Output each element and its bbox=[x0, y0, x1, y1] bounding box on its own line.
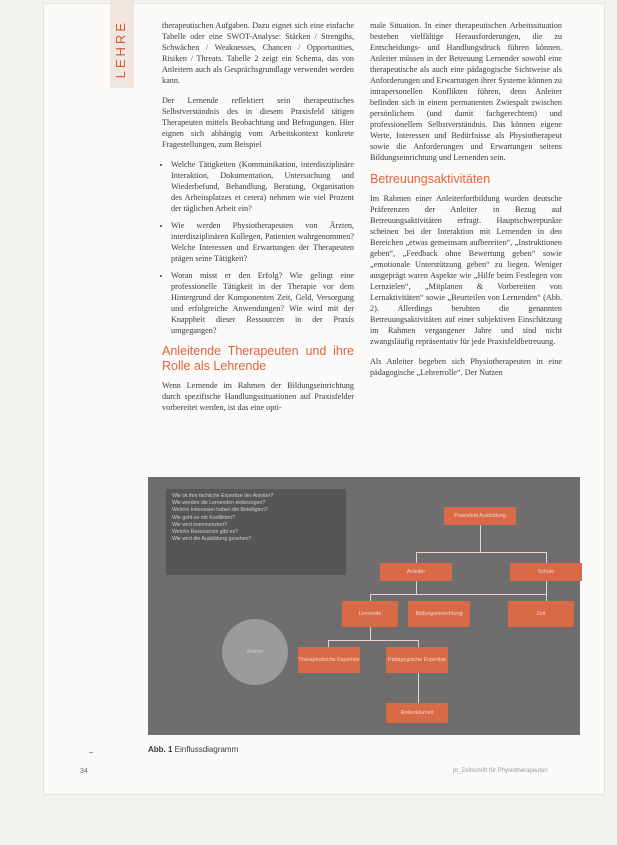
box-lernende: Lernende bbox=[342, 601, 398, 627]
box-schule: Schule bbox=[510, 563, 582, 581]
figure-question: Wie wird kommuniziert? bbox=[172, 521, 228, 528]
question-item: • Wie werden Physiotherapeuten von Ärzten, interdisziplinären Kollegen, Patienten wahrgenommen? Welche Interessen und Erwartungen der Therapeuten prägen seine Tätigkeit? bbox=[171, 220, 354, 264]
right-para3: Als Anleiter begeben sich Physiotherapeuten in eine pädagogische „Lehrerrolle“. Der Nutzen bbox=[370, 357, 562, 377]
section-label: LEHRE bbox=[113, 20, 128, 79]
left-para2: Der Lernende reflektiert sein therapeutisches Selbstverständnis des in diesem Praxisfeld tätigen Therapeuten mittels Beobachtung und Befragungen. Hier eignen sich abhängig vom Arbeitskontext konkrete Fragestellungen, zum Beispiel bbox=[162, 96, 354, 149]
left-intro: therapeutischen Aufgaben. Dazu eignet sich eine einfache Tabelle oder eine SWOT-Analyse: Stärken / Strengths, Schwächen / Weaknesses, Chancen / Opportunities, Risiken / Threats. Tabelle 2 zeigt ein Schema, das von Anleitern auch als Gesprächsgrundlage verwendet werden kann. bbox=[162, 21, 354, 85]
influence-diagram bbox=[148, 477, 580, 735]
section-heading-betreuung: Betreuungsaktivitäten bbox=[370, 172, 491, 186]
question-list bbox=[162, 159, 354, 336]
figure-question: Wie wird die Ausbildung gesehen? bbox=[172, 536, 252, 543]
right-para1: male Situation. In einer therapeutischen Arbeitssituation bestehen vielfältige Herausforderungen, die zu Entscheidungs- und Handlungsdruck führen können. Anleiter müssen in der Betreuung Lernender sowohl eine therapeutische als auch eine pädagogische Sichtweise als Anforderungen und Erwartungen ihrer Systeme können zu intrapersonellen Konflikten führen, denn Anleiter befinden sich in einem permanenten Zwiespalt zwischen persönlichem (und damit fachgerechtem) und professionellem Selbstverständnis. Das können eigene Werte, Interessen und Bedürfnisse als Physiotherapeut sowie die Anforderungen und Erwartungen seitens Bildungseinrichtung und Lernenden sein. bbox=[370, 21, 562, 162]
figure-circle: Anleiter bbox=[222, 619, 288, 685]
box-paedagogisch: Pädagogische Expertise bbox=[386, 647, 448, 673]
box-therapeutisch: Therapeutische Expertise bbox=[298, 647, 360, 673]
figure-question: Wie geht es mit Konflikten? bbox=[172, 514, 235, 521]
divider bbox=[89, 752, 93, 753]
section-heading-anleitende: Anleitende Therapeuten und ihre Rolle als Lehrende bbox=[162, 344, 354, 373]
figure-question: Wie ist ihre fachliche Expertise der Anleiter? bbox=[172, 493, 274, 499]
box-praxisfeld: Praxisfeld Ausbildung bbox=[444, 507, 516, 525]
connector-line bbox=[370, 626, 371, 640]
figure-caption bbox=[148, 745, 238, 754]
connector-line bbox=[370, 594, 546, 595]
connector-line bbox=[328, 640, 418, 641]
left-column bbox=[162, 20, 354, 422]
connector-line bbox=[416, 552, 546, 553]
connector-line bbox=[480, 524, 481, 552]
question-item: • Welche Tätigkeiten (Kommunikation, interdisziplinäre Interaktion, Dokumentation, Untersuchung und Wiederbefund, Behandlung, Beratung, Organisation des Arbeitsplatzes et cetera) nehmen wie viel Prozent der täglichen Arbeit ein? bbox=[171, 159, 354, 214]
figure-question: Welche Ressourcen gibt es? bbox=[172, 529, 238, 536]
box-bildungseinrichtung: Bildungseinrichtung bbox=[408, 601, 470, 627]
left-para3: Wenn Lernende im Rahmen der Bildungseinrichtung durch spezifische Handlungssituationen auf Praxisfelder vorbereitet werden, ist das eine opti- bbox=[162, 381, 354, 412]
box-rollenklarheit: Rollenklarheit bbox=[386, 703, 448, 723]
question-item: • Woran misst er den Erfolg? Wie gelingt eine professionelle Tätigkeit in der Therapie vor dem Hintergrund der Komponenten Zeit, Geld, Versorgung und erfolgreiche Anwendungen? Wie wird mit der Knappheit dieser Ressourcen in der Praxis umgegangen? bbox=[171, 270, 354, 336]
page-number: 34 bbox=[80, 768, 88, 775]
figure-question: Wie werden die Lernenden einbezogen? bbox=[172, 500, 266, 507]
connector-line bbox=[418, 672, 419, 705]
right-column bbox=[370, 20, 562, 387]
caption-label: Abb. 1 bbox=[148, 745, 173, 754]
connector-line bbox=[416, 580, 417, 594]
box-anleiter: Anleiter bbox=[380, 563, 452, 581]
connector-line bbox=[546, 580, 547, 602]
figure-question: Welche Interessen haben die Beteiligten? bbox=[172, 507, 268, 514]
box-zeit: Zeit bbox=[508, 601, 574, 627]
figure-question-box bbox=[166, 489, 346, 575]
right-para2: Im Rahmen einer Anleiterfortbildung wurden deutsche Präferenzen der Anleiter in Bezug auf Betreuungsaktivitäten erfragt. Hauptschwerpunkte scheinen bei der Interaktion mit Lernenden in den Bereichen „etwas gemeinsam aufbereiten“, „Instruktionen geben“, „Feedback ohne Bewertung geben“ sowie „emotionale Unterstützung geben“ zu liegen. Weniger ausgeprägt waren Aspekte wie „Hilfe beim Festlegen von Lernzielen“, „Mitplanen & Vorbereiten von Lernaktivitäten“ sowie „Beurteilen von Lernenden“ (Abb. 2). Allerdings beruhten die genannten Betreuungsaktivitäten auf einer subjektiven Einschätzung im Rahmen vergangener Jahre und sind nicht zwangsläufig repräsentativ für jede Praxisfeldbetreuung. bbox=[370, 194, 562, 346]
journal-footer: pt_Zeitschrift für Physiotherapeuten bbox=[453, 768, 548, 774]
caption-text: Einflussdiagramm bbox=[172, 745, 239, 754]
